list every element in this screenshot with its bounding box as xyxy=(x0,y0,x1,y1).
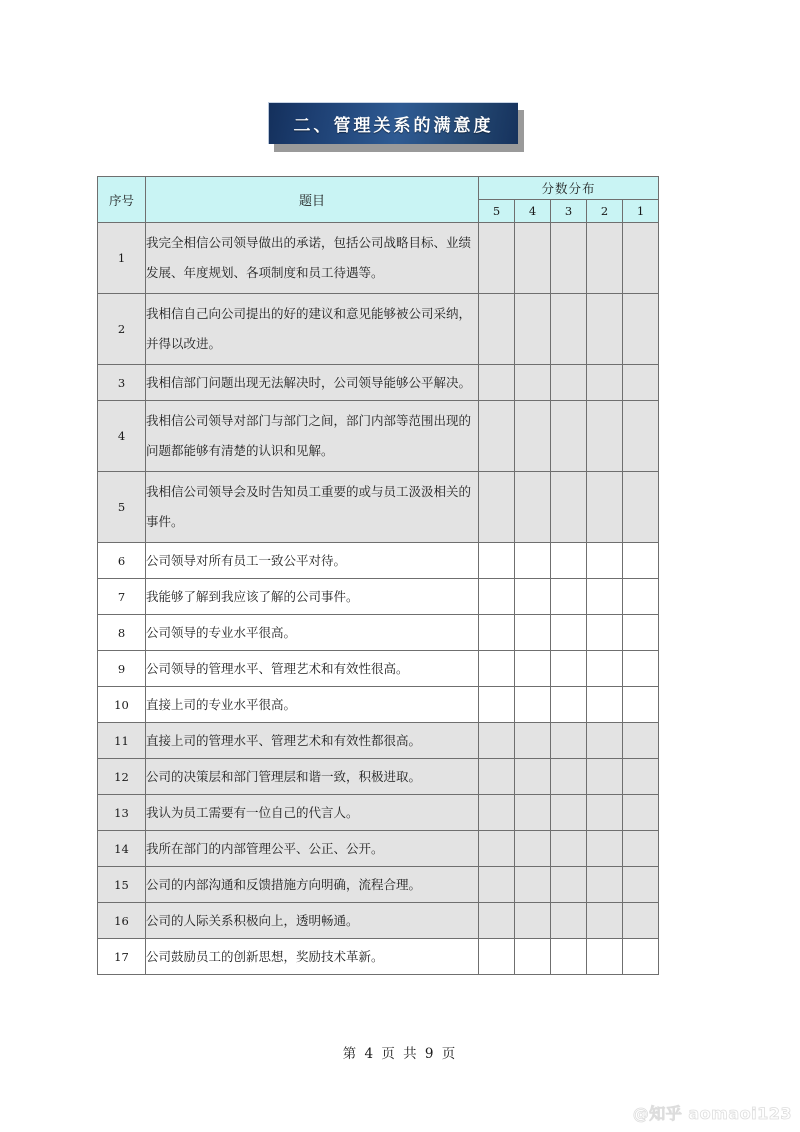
row-question-text: 公司领导对所有员工一致公平对待。 xyxy=(146,543,479,579)
row-question-text: 我相信部门问题出现无法解决时，公司领导能够公平解决。 xyxy=(146,365,479,401)
table-row xyxy=(98,223,659,294)
row-number: 4 xyxy=(98,401,146,472)
row-question-text: 公司领导的管理水平、管理艺术和有效性很高。 xyxy=(146,651,479,687)
score-cell-1[interactable] xyxy=(623,294,659,365)
score-cell-5[interactable] xyxy=(479,831,515,867)
row-number: 16 xyxy=(98,903,146,939)
table-row xyxy=(98,365,659,401)
score-cell-3[interactable] xyxy=(551,939,587,975)
row-number: 6 xyxy=(98,543,146,579)
row-question-text: 我相信公司领导对部门与部门之间，部门内部等范围出现的问题都能够有清楚的认识和见解。 xyxy=(146,401,479,472)
score-cell-3[interactable] xyxy=(551,294,587,365)
score-cell-4[interactable] xyxy=(515,903,551,939)
score-cell-2[interactable] xyxy=(587,723,623,759)
row-number: 1 xyxy=(98,223,146,294)
score-cell-3[interactable] xyxy=(551,759,587,795)
page-footer: 第 4 页 共 9 页 xyxy=(342,1046,458,1062)
score-cell-1[interactable] xyxy=(623,223,659,294)
score-cell-1[interactable] xyxy=(623,723,659,759)
score-cell-4[interactable] xyxy=(515,831,551,867)
score-cell-1[interactable] xyxy=(623,365,659,401)
score-cell-1[interactable] xyxy=(623,795,659,831)
score-cell-2[interactable] xyxy=(587,759,623,795)
score-cell-4[interactable] xyxy=(515,472,551,543)
score-cell-3[interactable] xyxy=(551,543,587,579)
score-cell-4[interactable] xyxy=(515,223,551,294)
column-header-score-4: 4 xyxy=(515,200,551,223)
score-cell-5[interactable] xyxy=(479,723,515,759)
row-question-text: 公司领导的专业水平很高。 xyxy=(146,615,479,651)
score-cell-5[interactable] xyxy=(479,615,515,651)
score-cell-5[interactable] xyxy=(479,401,515,472)
score-cell-5[interactable] xyxy=(479,294,515,365)
satisfaction-survey-table xyxy=(97,176,659,975)
table-row xyxy=(98,615,659,651)
score-cell-2[interactable] xyxy=(587,687,623,723)
score-cell-4[interactable] xyxy=(515,867,551,903)
score-cell-5[interactable] xyxy=(479,472,515,543)
score-cell-4[interactable] xyxy=(515,795,551,831)
score-cell-1[interactable] xyxy=(623,579,659,615)
score-cell-3[interactable] xyxy=(551,223,587,294)
watermark: @知乎 aomaoi123 xyxy=(632,1104,792,1123)
score-cell-1[interactable] xyxy=(623,543,659,579)
score-cell-4[interactable] xyxy=(515,939,551,975)
score-cell-5[interactable] xyxy=(479,223,515,294)
score-cell-2[interactable] xyxy=(587,795,623,831)
row-number: 9 xyxy=(98,651,146,687)
row-number: 10 xyxy=(98,687,146,723)
score-cell-2[interactable] xyxy=(587,867,623,903)
score-cell-1[interactable] xyxy=(623,939,659,975)
score-cell-4[interactable] xyxy=(515,651,551,687)
score-cell-4[interactable] xyxy=(515,723,551,759)
score-cell-1[interactable] xyxy=(623,651,659,687)
score-cell-5[interactable] xyxy=(479,365,515,401)
row-question-text: 我相信自己向公司提出的好的建议和意见能够被公司采纳，并得以改进。 xyxy=(146,294,479,365)
row-question-text: 我能够了解到我应该了解的公司事件。 xyxy=(146,579,479,615)
table-header-row-primary xyxy=(98,177,659,200)
table-row xyxy=(98,294,659,365)
score-cell-5[interactable] xyxy=(479,939,515,975)
score-cell-3[interactable] xyxy=(551,867,587,903)
table-row xyxy=(98,401,659,472)
score-cell-3[interactable] xyxy=(551,579,587,615)
table-row xyxy=(98,543,659,579)
score-cell-3[interactable] xyxy=(551,687,587,723)
section-title-text: 二、管理关系的满意度 xyxy=(293,116,494,136)
score-cell-2[interactable] xyxy=(587,223,623,294)
score-cell-3[interactable] xyxy=(551,723,587,759)
table-row xyxy=(98,759,659,795)
score-cell-3[interactable] xyxy=(551,831,587,867)
score-cell-3[interactable] xyxy=(551,795,587,831)
row-question-text: 公司的内部沟通和反馈措施方向明确，流程合理。 xyxy=(146,867,479,903)
table-row xyxy=(98,831,659,867)
score-cell-5[interactable] xyxy=(479,759,515,795)
score-cell-4[interactable] xyxy=(515,759,551,795)
score-cell-4[interactable] xyxy=(515,579,551,615)
row-number: 2 xyxy=(98,294,146,365)
score-cell-5[interactable] xyxy=(479,579,515,615)
row-question-text: 公司的人际关系积极向上，透明畅通。 xyxy=(146,903,479,939)
row-number: 13 xyxy=(98,795,146,831)
score-cell-1[interactable] xyxy=(623,867,659,903)
score-cell-2[interactable] xyxy=(587,615,623,651)
score-cell-5[interactable] xyxy=(479,687,515,723)
score-cell-5[interactable] xyxy=(479,795,515,831)
table-row xyxy=(98,795,659,831)
column-header-score-group: 分数分布 xyxy=(479,177,659,200)
score-cell-1[interactable] xyxy=(623,759,659,795)
score-cell-3[interactable] xyxy=(551,401,587,472)
row-number: 8 xyxy=(98,615,146,651)
column-header-item: 题目 xyxy=(146,177,479,223)
score-cell-4[interactable] xyxy=(515,401,551,472)
score-cell-2[interactable] xyxy=(587,365,623,401)
score-cell-4[interactable] xyxy=(515,543,551,579)
column-header-score-2: 2 xyxy=(587,200,623,223)
table-row xyxy=(98,939,659,975)
table-header xyxy=(98,177,659,223)
row-question-text: 我相信公司领导会及时告知员工重要的或与员工汲汲相关的事件。 xyxy=(146,472,479,543)
column-header-score-5: 5 xyxy=(479,200,515,223)
score-cell-5[interactable] xyxy=(479,867,515,903)
table-row xyxy=(98,903,659,939)
score-cell-3[interactable] xyxy=(551,472,587,543)
score-cell-3[interactable] xyxy=(551,615,587,651)
row-number: 14 xyxy=(98,831,146,867)
table-row xyxy=(98,867,659,903)
score-cell-5[interactable] xyxy=(479,543,515,579)
score-cell-1[interactable] xyxy=(623,687,659,723)
score-cell-3[interactable] xyxy=(551,365,587,401)
row-question-text: 直接上司的管理水平、管理艺术和有效性都很高。 xyxy=(146,723,479,759)
score-cell-3[interactable] xyxy=(551,903,587,939)
column-header-score-3: 3 xyxy=(551,200,587,223)
score-cell-2[interactable] xyxy=(587,401,623,472)
score-cell-1[interactable] xyxy=(623,472,659,543)
score-cell-4[interactable] xyxy=(515,365,551,401)
score-cell-2[interactable] xyxy=(587,543,623,579)
score-cell-4[interactable] xyxy=(515,615,551,651)
row-question-text: 直接上司的专业水平很高。 xyxy=(146,687,479,723)
row-number: 3 xyxy=(98,365,146,401)
table-row xyxy=(98,579,659,615)
table-row xyxy=(98,651,659,687)
column-header-score-1: 1 xyxy=(623,200,659,223)
score-cell-2[interactable] xyxy=(587,579,623,615)
row-number: 15 xyxy=(98,867,146,903)
row-number: 7 xyxy=(98,579,146,615)
score-cell-4[interactable] xyxy=(515,294,551,365)
section-title-banner xyxy=(268,102,524,152)
score-cell-2[interactable] xyxy=(587,472,623,543)
table-body xyxy=(98,223,659,975)
row-number: 11 xyxy=(98,723,146,759)
score-cell-5[interactable] xyxy=(479,651,515,687)
score-cell-2[interactable] xyxy=(587,939,623,975)
score-cell-1[interactable] xyxy=(623,831,659,867)
row-question-text: 公司的决策层和部门管理层和谐一致，积极进取。 xyxy=(146,759,479,795)
score-cell-2[interactable] xyxy=(587,903,623,939)
row-question-text: 公司鼓励员工的创新思想，奖励技术革新。 xyxy=(146,939,479,975)
row-question-text: 我所在部门的内部管理公平、公正、公开。 xyxy=(146,831,479,867)
score-cell-3[interactable] xyxy=(551,651,587,687)
column-header-no: 序号 xyxy=(98,177,146,223)
row-question-text: 我完全相信公司领导做出的承诺，包括公司战略目标、业绩发展、年度规划、各项制度和员工待遇等。 xyxy=(146,223,479,294)
score-cell-1[interactable] xyxy=(623,903,659,939)
row-number: 12 xyxy=(98,759,146,795)
score-cell-1[interactable] xyxy=(623,615,659,651)
score-cell-2[interactable] xyxy=(587,651,623,687)
score-cell-2[interactable] xyxy=(587,294,623,365)
table-row xyxy=(98,472,659,543)
row-number: 17 xyxy=(98,939,146,975)
banner-body xyxy=(268,102,518,144)
score-cell-2[interactable] xyxy=(587,831,623,867)
row-number: 5 xyxy=(98,472,146,543)
row-question-text: 我认为员工需要有一位自己的代言人。 xyxy=(146,795,479,831)
score-cell-5[interactable] xyxy=(479,903,515,939)
table-row xyxy=(98,723,659,759)
table-row xyxy=(98,687,659,723)
score-cell-1[interactable] xyxy=(623,401,659,472)
score-cell-4[interactable] xyxy=(515,687,551,723)
